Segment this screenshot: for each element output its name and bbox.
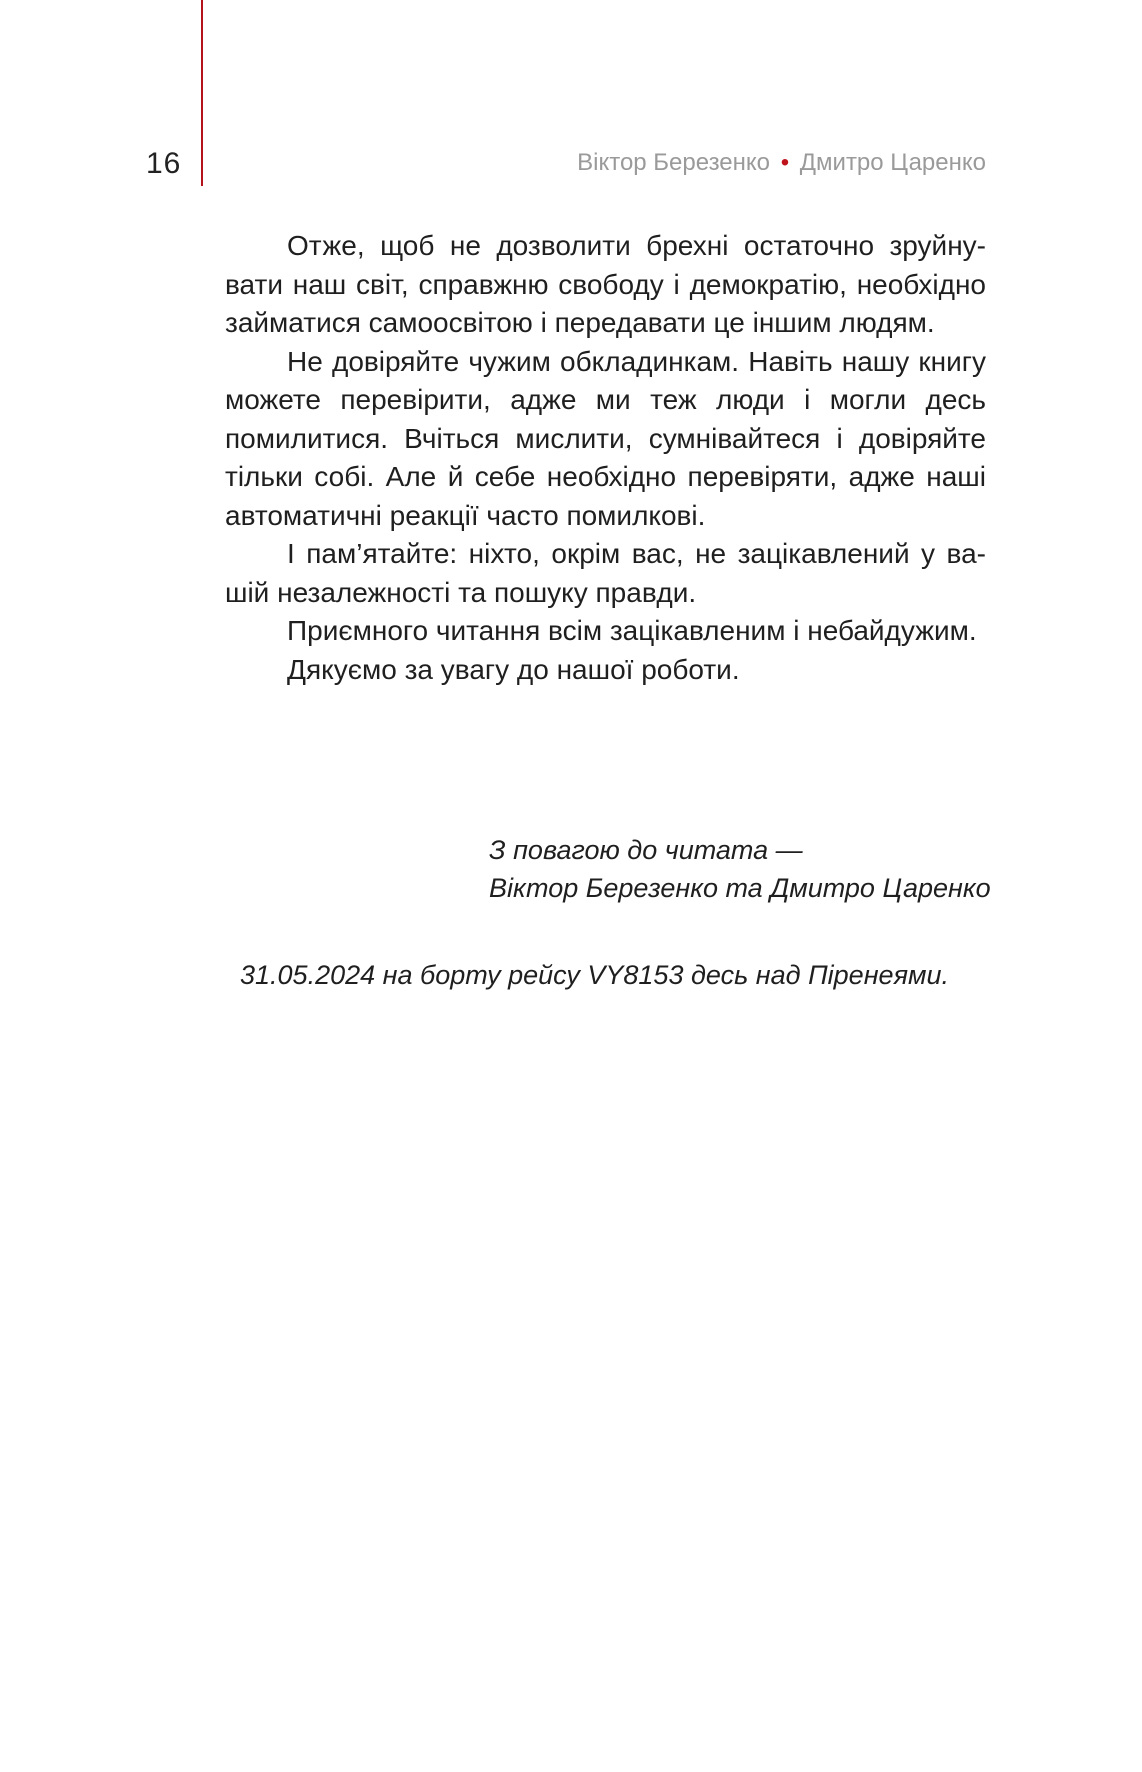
paragraph: І пам’ятайте: ніхто, окрім вас, не зацікавлений у вашій незалежності та пошуку правди. — [225, 538, 986, 608]
running-head-separator: • — [780, 149, 790, 176]
running-head — [577, 146, 986, 180]
body-text — [225, 227, 986, 689]
dateline: 31.05.2024 на борту рейсу VY8153 десь над Піренеями. — [240, 960, 950, 990]
paragraph: Не довіряйте чужим обкладинкам. Навіть нашу книгу можете перевірити, адже ми теж люди і могли десь помилитися. Вчіться мислити, сумнівайтеся і довіряйте тільки собі. Але й себе необхідно перевіряти, адже наші автоматичні реакції часто помилкові. — [225, 345, 986, 531]
running-head-author-1: Віктор Березенко — [577, 149, 771, 176]
signature-block — [489, 831, 1009, 907]
paragraph: Отже, щоб не дозволити брехні остаточно зруйнувати наш світ, справжню свободу і демократію, необхідно займатися самоосвітою і передавати це іншим людям. — [225, 230, 986, 338]
paragraph: Приємного читання всім зацікавленим і небайдужим. — [287, 615, 977, 646]
signature-authors: Віктор Березенко та Дмитро Царенко — [489, 873, 991, 903]
running-head-author-2: Дмитро Царенко — [799, 149, 986, 176]
paragraph: Дякуємо за увагу до нашої роботи. — [287, 653, 740, 685]
page-number: 16 — [146, 147, 182, 180]
signature-greeting: З повагою до читата — — [489, 835, 803, 865]
margin-red-rule — [201, 0, 203, 186]
